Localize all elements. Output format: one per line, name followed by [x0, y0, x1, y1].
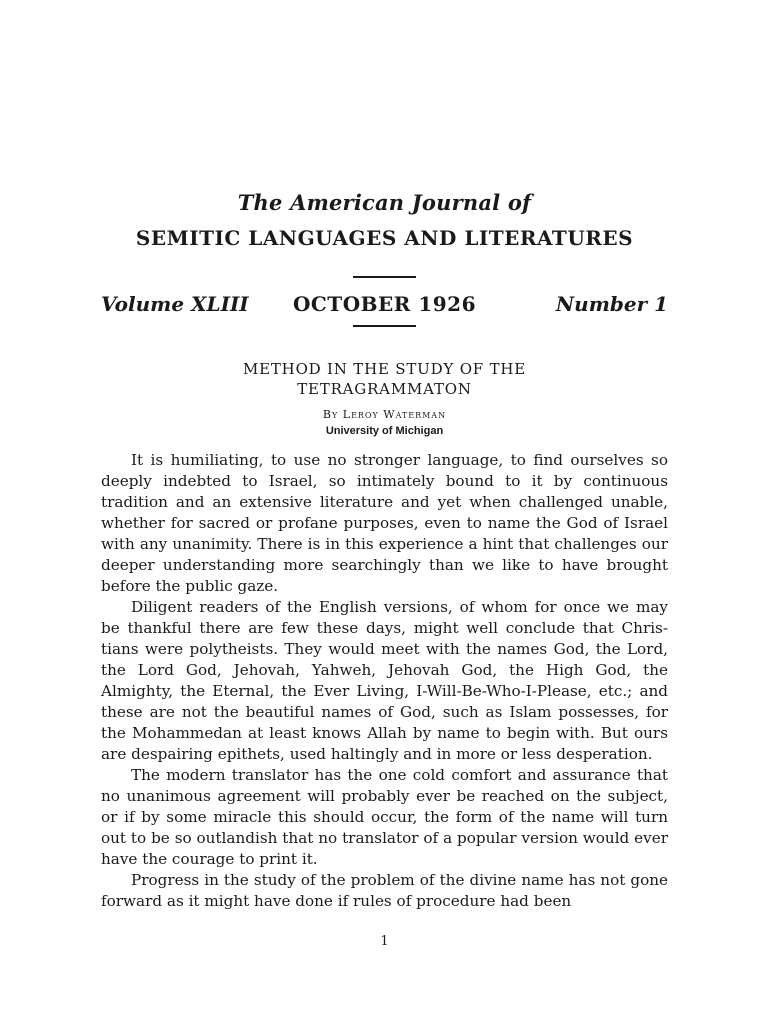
paragraph-3: The modern translator has the one cold comfort and assurance that no unanimous agreement will probably ever be reached on the subject, or if by some miracle this should occur, the form of the name will turn out to be so outlandish that no translator of a popular version would ever have the courage to print it.: [101, 766, 668, 868]
issue-date: OCTOBER 1926: [292, 292, 477, 316]
journal-title: The American Journal of: [237, 190, 532, 215]
article-title-line-2: TETRAGRAMMATON: [297, 380, 472, 398]
bottom-rule-divider: [353, 325, 416, 327]
article-body: [101, 450, 668, 912]
top-rule-divider: [353, 276, 416, 278]
article-title-line-1: METHOD IN THE STUDY OF THE: [242, 360, 527, 378]
author-byline: By Leroy Waterman: [322, 408, 447, 421]
author-affiliation: University of Michigan: [325, 425, 444, 437]
issue-number: Number 1: [555, 292, 668, 316]
page-number: 1: [380, 934, 389, 949]
issue-info-row: [101, 292, 668, 318]
volume-label: Volume XLIII: [101, 292, 249, 316]
article-title: [101, 359, 668, 399]
journal-page: [101, 0, 668, 1024]
paragraph-4: Progress in the study of the problem of the divine name has not gone forward as it might have done if rules of procedure had been: [101, 871, 668, 910]
paragraph-1: It is humiliating, to use no stronger language, to find ourselves so deeply indebted to Israel, so intimately bound to it by continuous tradition and an extensive literature and yet when challenged unable, whether for sacred or profane purposes, even to name the God of Israel with any unanimity. There is in this experience a hint that challenges our deeper understanding more searchingly than we like to have brought before the public gaze.: [101, 451, 668, 595]
paragraph-2: Diligent readers of the English versions, of whom for once we may be thankful there are few these days, might well conclude that Christians were polytheists. They would meet with the names God, the Lord, the Lord God, Jehovah, Yahweh, Jehovah God, the High God, the Almighty, the Eternal, the Ever Living, I-Will-Be-Who-I-Please, etc.; and these are not the beautiful names of God, such as Islam possesses, for the Mohammedan at least knows Allah by name to begin with. But ours are despairing epithets, used haltingly and in more or less desperation.: [101, 598, 668, 763]
journal-subtitle: SEMITIC LANGUAGES AND LITERATURES: [135, 226, 634, 250]
